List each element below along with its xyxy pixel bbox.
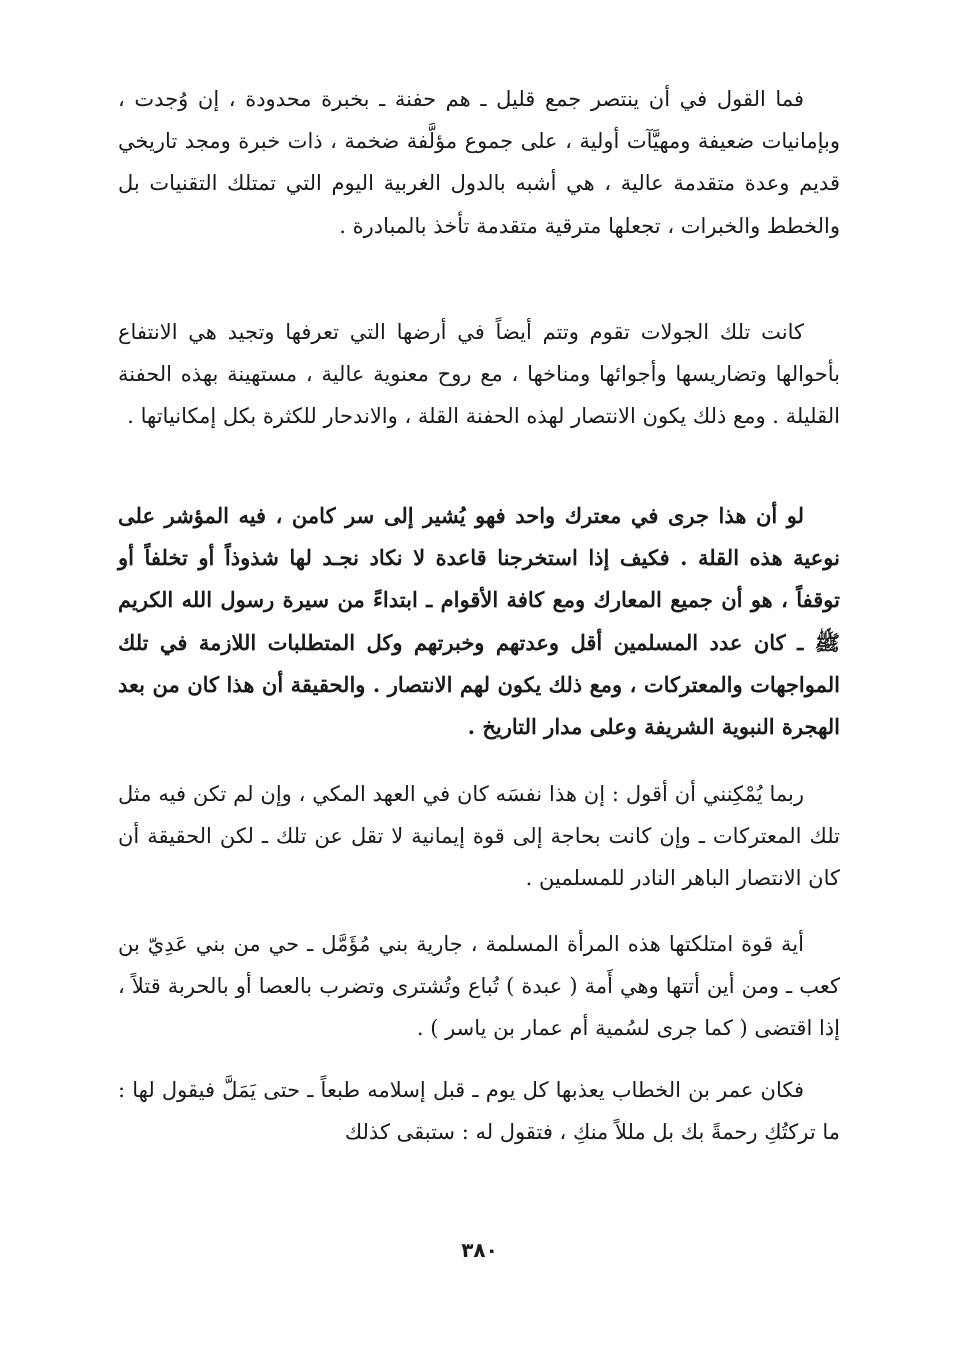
page-body: [118, 78, 840, 1155]
paragraph-2: كانت تلك الجولات تقوم وتتم أيضاً في أرضها التي تعرفها وتجيد هي الانتفاع بأحوالها وتضاريسها وأجوائها ومناخها ، مع روح معنوية عالية ، مستهينة بهذه الحفنة القليلة . ومع ذلك يكون الانتصار لهذه الحفنة القلة ، والاندحار للكثرة بكل إمكانياتها .: [118, 320, 840, 429]
paragraph-1: فما القول في أن ينتصر جمع قليل ـ هم حفنة ـ بخبرة محدودة ، إن وُجدت ، وبإمانيات ضعيفة ومهيَّآت أولية ، على جموع مؤلَّفة ضخمة ، ذات خبرة ومجد تاريخي قديم وعدة متقدمة عالية ، هي أشبه بالدول الغربية اليوم التي تمتلك التقنيات بل والخطط والخبرات ، تجعلها مترقية متقدمة تأخذ بالمبادرة .: [118, 87, 840, 238]
paragraph-3-bold: لو أن هذا جرى في معترك واحد فهو يُشير إلى سر كامن ، فيه المؤشر على نوعية هذه القلة . فكيف إذا استخرجنا قاعدة لا نكاد نجـد لها شذوذاً أو تخلفاً أو توقفاً ، هو أن جميع المعارك ومع كافة الأقوام ـ ابتداءً من سيرة رسول الله الكريم ﷺ ـ كان عدد المسلمين أقل وعدتهم وخبرتهم وكل المتطلبات اللازمة في تلك المواجهات والمعتركات ، ومع ذلك يكون لهم الانتصار . والحقيقة أن هذا كان من بعد الهجرة النبوية الشريفة وعلى مدار التاريخ .: [118, 503, 840, 740]
paragraph-5: أية قوة امتلكتها هذه المرأة المسلمة ، جارية بني مُؤَمَّل ـ حي من بني عَدِيّ بن كعب ـ ومن أين أتتها وهي أَمة ( عبدة ) تُباع وتُشترى وتضرب بالعصا أو بالحربة قتلاً ، إذا اقتضى ( كما جرى لسُمية أم عمار بن ياسر ) .: [118, 932, 840, 1041]
paragraph-6: فكان عمر بن الخطاب يعذبها كل يوم ـ قبل إسلامه طبعاً ـ حتى يَمَلَّ فيقول لها : ما تركتُكِ رحمةً بك بل مللاً منكِ ، فتقول له : ستبقى كذلك: [118, 1078, 840, 1145]
page-number: ٣٨٠: [461, 1238, 498, 1262]
paragraph-4: ربما يُمْكِنني أن أقول : إن هذا نفسَه كان في العهد المكي ، وإن لم تكن فيه مثل تلك المعتركات ـ وإن كانت بحاجة إلى قوة إيمانية لا تقل عن تلك ـ لكن الحقيقة أن كان الانتصار الباهر النادر للمسلمين .: [118, 782, 840, 891]
